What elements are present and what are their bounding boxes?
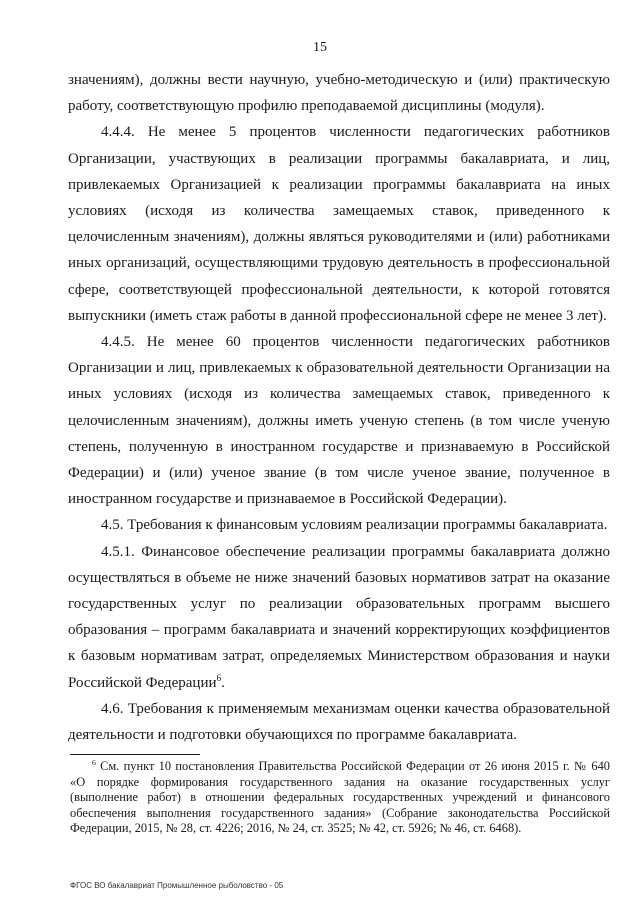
body-text <box>68 67 610 748</box>
paragraph-4-5-1: 4.5.1. Финансовое обеспечение реализации программы бакалавриата должно осуществляться в объеме не ниже значений базовых нормативов затрат на оказание государственных услуг по реализации образовательных программ высшего образования – программ бакалавриата и значений корректирующих коэффициентов к базовым нормативам затрат, определяемых Министерством образования и науки Российской Федерации$^6$. <box>68 543 610 691</box>
paragraph-continuation: значениям), должны вести научную, учебно-методическую и (или) практическую работу, соответствующую профилю преподаваемой дисциплины (модуля). <box>68 72 610 115</box>
document-footer: ФГОС ВО бакалавриат Промышленное рыболовство - 05 <box>70 881 284 890</box>
footnote-marker: 6 <box>92 757 96 767</box>
paragraph-4-5: 4.5. Требования к финансовым условиям реализации программы бакалавриата. <box>101 517 608 534</box>
paragraph-4-4-5: 4.4.5. Не менее 60 процентов численности педагогических работников Организации и лиц, привлекаемых к образовательной деятельности Организации на иных условиях (исходя из количества замещаемых ставок, приведенного к целочисленным значениям), должны иметь ученую степень (в том числе ученую степень, полученную в иностранном государстве и признаваемую в Российской Федерации) и (или) ученое звание (в том числе ученое звание, полученное в иностранном государстве и признаваемое в Российской Федерации). <box>68 334 610 508</box>
paragraph-4-6: 4.6. Требования к применяемым механизмам оценки качества образовательной деятельности и подготовки обучающихся по программе бакалавриата. <box>68 700 610 744</box>
paragraph-4-4-4: 4.4.4. Не менее 5 процентов численности педагогических работников Организации, участвующих в реализации программы бакалавриата, и лиц, привлекаемых Организацией к реализации программы бакалавриата на иных условиях (исходя из количества замещаемых ставок, приведенного к целочисленным значениям), должны являться руководителями и (или) работниками иных организаций, осуществляющими трудовую деятельность в профессиональной сфере, соответствующей профессиональной деятельности, к которой готовятся выпускники (иметь стаж работы в данной профессиональной сфере не менее 3 лет). <box>68 124 610 324</box>
footnote <box>70 759 610 837</box>
page-number: 15 <box>313 40 327 55</box>
footnote-divider <box>70 754 200 755</box>
footnote-text: См. пункт 10 постановления Правительства Российской Федерации от 26 июня 2015 г. № 640 «О порядке формирования государственного задания на оказание государственных услуг (выполнение работ) в отношении федеральных государственных учреждений и финансового обеспечения выполнения государственного задания» (Собрание законодательства Российской Федерации, 2015, № 28, ст. 4226; 2016, № 24, ст. 3525; № 42, ст. 5926; № 46, ст. 6468). <box>70 759 610 835</box>
footnote-reference: 6 <box>216 673 222 684</box>
